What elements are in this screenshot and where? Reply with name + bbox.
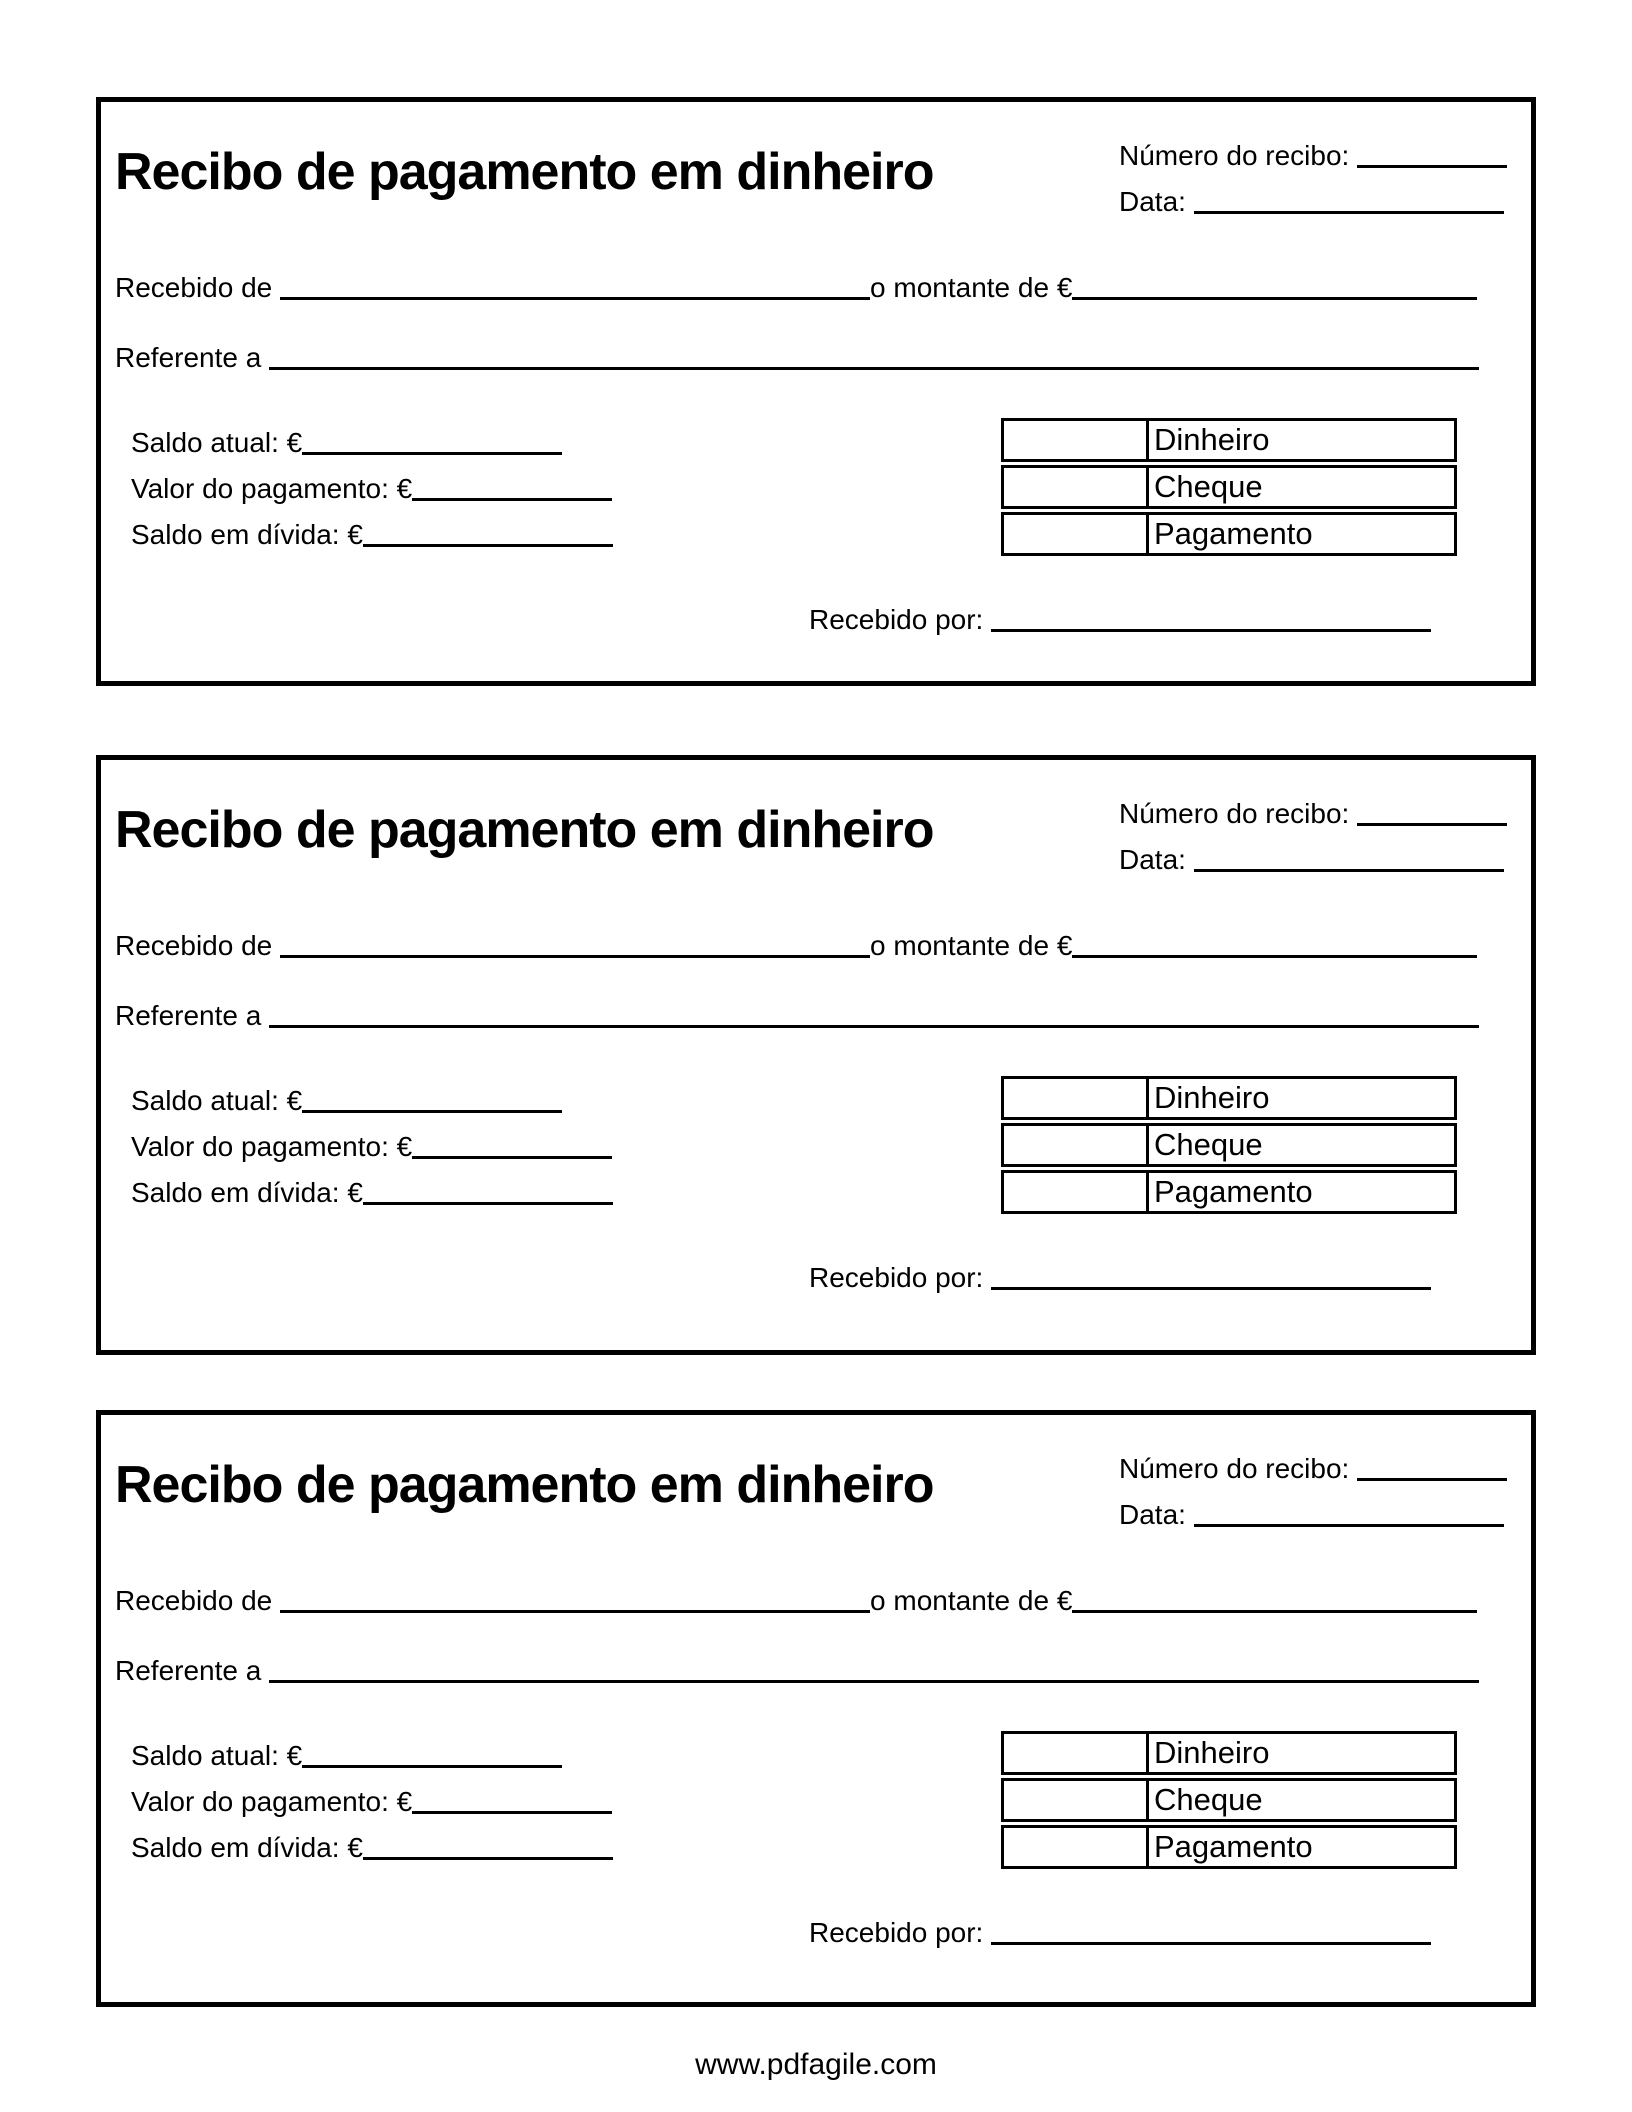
- payment-method-row-cheque: [1001, 1778, 1457, 1822]
- received-by-label: Recebido por:: [809, 1262, 984, 1293]
- payment-method-table: [1001, 1731, 1457, 1872]
- date-row: [1119, 1495, 1515, 1535]
- date-line: [1194, 211, 1504, 214]
- regarding-line: [269, 1680, 1479, 1683]
- receipt-meta: [1119, 1449, 1515, 1541]
- payment-method-table: [1001, 418, 1457, 559]
- receipt-meta: [1119, 136, 1515, 228]
- balance-due-line: [363, 1857, 613, 1860]
- balance-section: [131, 1078, 613, 1216]
- payment-method-checkbox-cell: [1004, 1079, 1149, 1117]
- balance-due-label: Saldo em dívida: €: [131, 1177, 363, 1208]
- date-row: [1119, 840, 1515, 880]
- balance-due-label: Saldo em dívida: €: [131, 519, 363, 550]
- payment-method-row-pagamento: [1001, 1170, 1457, 1214]
- balance-due-row: [131, 1825, 613, 1871]
- receipt-number-label: Número do recibo:: [1119, 798, 1350, 829]
- received-by-row: [809, 604, 1431, 636]
- payment-method-checkbox-cell: [1004, 1173, 1149, 1211]
- current-balance-label: Saldo atual: €: [131, 1085, 303, 1116]
- payment-value-label: Valor do pagamento: €: [131, 1131, 413, 1162]
- payment-method-checkbox-cell: [1004, 468, 1149, 506]
- payment-method-checkbox-cell: [1004, 1781, 1149, 1819]
- payment-value-label: Valor do pagamento: €: [131, 1786, 413, 1817]
- date-row: [1119, 182, 1515, 222]
- payment-value-row: [131, 466, 613, 512]
- receipt-block-2: [96, 755, 1536, 1355]
- current-balance-label: Saldo atual: €: [131, 1740, 303, 1771]
- amount-line: [1072, 955, 1477, 958]
- payment-method-label: Dinheiro: [1154, 422, 1270, 457]
- received-by-line: [991, 1942, 1431, 1945]
- received-by-row: [809, 1917, 1431, 1949]
- date-line: [1194, 869, 1504, 872]
- payment-method-label: Dinheiro: [1154, 1735, 1270, 1770]
- payment-method-label: Pagamento: [1154, 516, 1313, 551]
- payment-method-label: Cheque: [1154, 1127, 1263, 1162]
- receipt-number-row: [1119, 136, 1515, 176]
- current-balance-row: [131, 1733, 613, 1779]
- balance-due-label: Saldo em dívida: €: [131, 1832, 363, 1863]
- received-by-row: [809, 1262, 1431, 1294]
- received-from-row: [115, 930, 1477, 962]
- received-from-row: [115, 1585, 1477, 1617]
- receipt-title: Recibo de pagamento em dinheiro: [115, 801, 934, 859]
- balance-section: [131, 1733, 613, 1871]
- current-balance-row: [131, 1078, 613, 1124]
- received-by-line: [991, 1287, 1431, 1290]
- amount-label: o montante de €: [870, 1585, 1073, 1616]
- payment-method-checkbox-cell: [1004, 1734, 1149, 1772]
- payment-method-row-dinheiro: [1001, 418, 1457, 462]
- footer-url: www.pdfagile.com: [695, 2048, 937, 2081]
- receipt-block-1: [96, 97, 1536, 686]
- regarding-label: Referente a: [115, 1655, 262, 1686]
- regarding-line: [269, 367, 1479, 370]
- payment-value-row: [131, 1124, 613, 1170]
- regarding-line: [269, 1025, 1479, 1028]
- payment-method-checkbox-cell: [1004, 421, 1149, 459]
- regarding-row: [115, 342, 1479, 374]
- date-label: Data:: [1119, 1499, 1186, 1530]
- receipt-number-line: [1357, 1478, 1507, 1481]
- received-from-line: [280, 1610, 870, 1613]
- date-label: Data:: [1119, 844, 1186, 875]
- payment-method-checkbox-cell: [1004, 1126, 1149, 1164]
- receipt-number-line: [1357, 823, 1507, 826]
- regarding-label: Referente a: [115, 1000, 262, 1031]
- payment-method-row-pagamento: [1001, 512, 1457, 556]
- payment-method-row-cheque: [1001, 1123, 1457, 1167]
- regarding-row: [115, 1655, 1479, 1687]
- payment-method-label: Pagamento: [1154, 1829, 1313, 1864]
- payment-method-label: Cheque: [1154, 469, 1263, 504]
- date-line: [1194, 1524, 1504, 1527]
- payment-method-checkbox-cell: [1004, 515, 1149, 553]
- receipt-number-row: [1119, 794, 1515, 834]
- payment-method-checkbox-cell: [1004, 1828, 1149, 1866]
- receipt-number-row: [1119, 1449, 1515, 1489]
- receipt-number-label: Número do recibo:: [1119, 140, 1350, 171]
- current-balance-line: [302, 452, 562, 455]
- date-label: Data:: [1119, 186, 1186, 217]
- payment-value-line: [412, 1156, 612, 1159]
- amount-line: [1072, 297, 1477, 300]
- current-balance-row: [131, 420, 613, 466]
- received-from-label: Recebido de: [115, 272, 273, 303]
- receipt-number-line: [1357, 165, 1507, 168]
- current-balance-label: Saldo atual: €: [131, 427, 303, 458]
- received-by-line: [991, 629, 1431, 632]
- received-from-label: Recebido de: [115, 1585, 273, 1616]
- payment-value-line: [412, 498, 612, 501]
- payment-method-table: [1001, 1076, 1457, 1217]
- amount-label: o montante de €: [870, 930, 1073, 961]
- receipt-number-label: Número do recibo:: [1119, 1453, 1350, 1484]
- receipt-title: Recibo de pagamento em dinheiro: [115, 143, 934, 201]
- regarding-label: Referente a: [115, 342, 262, 373]
- payment-method-row-pagamento: [1001, 1825, 1457, 1869]
- payment-value-line: [412, 1811, 612, 1814]
- received-from-line: [280, 955, 870, 958]
- amount-line: [1072, 1610, 1477, 1613]
- receipt-title: Recibo de pagamento em dinheiro: [115, 1456, 934, 1514]
- receipt-block-3: [96, 1410, 1536, 2007]
- payment-method-row-dinheiro: [1001, 1731, 1457, 1775]
- received-from-line: [280, 297, 870, 300]
- received-by-label: Recebido por:: [809, 604, 984, 635]
- balance-due-row: [131, 1170, 613, 1216]
- current-balance-line: [302, 1110, 562, 1113]
- balance-due-row: [131, 512, 613, 558]
- payment-value-label: Valor do pagamento: €: [131, 473, 413, 504]
- received-by-label: Recebido por:: [809, 1917, 984, 1948]
- balance-due-line: [363, 1202, 613, 1205]
- receipt-meta: [1119, 794, 1515, 886]
- regarding-row: [115, 1000, 1479, 1032]
- payment-method-label: Cheque: [1154, 1782, 1263, 1817]
- received-from-row: [115, 272, 1477, 304]
- payment-method-label: Pagamento: [1154, 1174, 1313, 1209]
- payment-value-row: [131, 1779, 613, 1825]
- balance-section: [131, 420, 613, 558]
- payment-method-row-cheque: [1001, 465, 1457, 509]
- amount-label: o montante de €: [870, 272, 1073, 303]
- payment-method-row-dinheiro: [1001, 1076, 1457, 1120]
- current-balance-line: [302, 1765, 562, 1768]
- received-from-label: Recebido de: [115, 930, 273, 961]
- payment-method-label: Dinheiro: [1154, 1080, 1270, 1115]
- balance-due-line: [363, 544, 613, 547]
